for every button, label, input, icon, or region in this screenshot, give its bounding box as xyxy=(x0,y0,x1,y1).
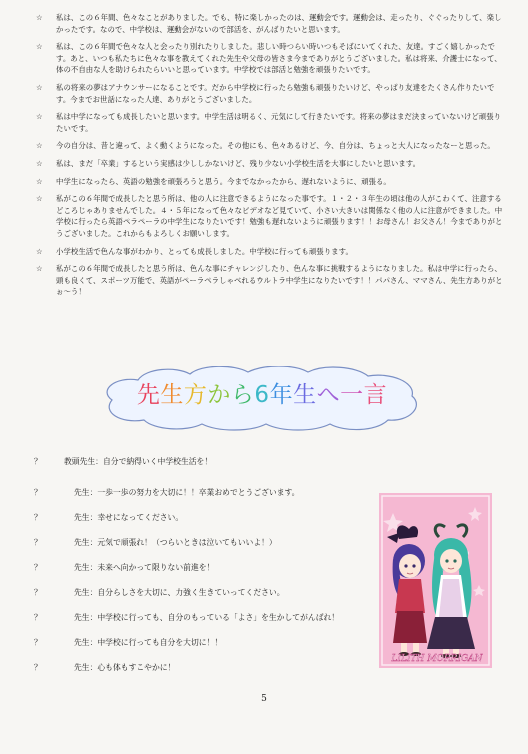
banner-title xyxy=(98,380,426,410)
teacher-message xyxy=(34,562,364,573)
message-text: 先生：元気で頑張れ！（つらいときは泣いてもいいよ！） xyxy=(74,538,277,547)
comment-entry xyxy=(36,246,506,258)
star-icon: ☆ xyxy=(36,158,43,168)
banner-char: ら xyxy=(230,382,255,408)
comment-text: 私は中学になっても成長したいと思います。中学生活は明るく、元気にして行きたいです。将来の夢はまだ決まっていないけど頑張りたいです。 xyxy=(56,112,502,133)
message-text: 先生：心も体もすこやかに！ xyxy=(74,663,176,672)
banner-char: 年 xyxy=(269,382,294,408)
comment-text: 私がこの６年間で成長したと思う所は、色んな事にチャレンジしたり、色んな事に挑戦するようになりました。私は中学に行ったら、頭も良くて、スポーツ万能で、英語がペーラペラしゃべれるウルトラ中学生になりたいです！！パパさん、ママさん、先生方ありがとぉ～う！ xyxy=(56,264,503,297)
banner-char: へ xyxy=(316,382,341,408)
question-mark-icon: ？ xyxy=(34,457,42,466)
comment-text: 私は、まだ「卒業」するという実感は少ししかないけど、残り少ない小学校生活を大事にしたいと思います。 xyxy=(56,158,421,168)
comment-entry xyxy=(36,158,506,170)
banner-char: か xyxy=(207,382,231,408)
comment-entry xyxy=(36,176,506,188)
banner-char: 先 xyxy=(136,382,161,408)
message-text: 先生：幸せになってください。 xyxy=(74,513,184,522)
comment-entry xyxy=(36,12,506,35)
teacher-message xyxy=(34,637,364,648)
question-mark-icon: ？ xyxy=(34,563,42,572)
comment-entry xyxy=(36,263,506,298)
anime-illustration xyxy=(379,493,492,668)
question-mark-icon: ？ xyxy=(34,613,42,622)
message-text: 先生：未来へ向かって限りない前進を！ xyxy=(74,563,215,572)
message-text: 先生：中学校に行っても自分を大切に！！ xyxy=(74,638,223,647)
star-icon: ☆ xyxy=(36,112,43,122)
student-comments xyxy=(36,12,506,304)
comment-entry xyxy=(36,111,506,134)
star-icon: ☆ xyxy=(36,42,43,52)
star-icon: ☆ xyxy=(36,194,43,204)
comment-entry xyxy=(36,140,506,152)
comment-text: 小学校生活で色んな事がわかり、とっても成長しました。中学校に行っても頑張ります。 xyxy=(56,246,353,256)
teacher-message xyxy=(34,537,364,548)
star-icon: ☆ xyxy=(36,264,43,274)
comment-text: 私の将来の夢はアナウンサーになることです。だから中学校に行ったら勉強も頑張りたいけど、やっぱり友達をたくさん作りたいです。今までお世話になった人達、ありがとうございました。 xyxy=(56,82,495,104)
banner-cloud xyxy=(98,366,426,432)
banner-char: 言 xyxy=(363,382,388,408)
star-icon: ☆ xyxy=(36,176,43,186)
star-icon: ☆ xyxy=(36,246,43,256)
illustration-caption: LILITH MORRIGAN xyxy=(391,654,483,664)
teacher-message xyxy=(34,612,364,623)
teacher-message xyxy=(34,456,364,467)
star-icon: ☆ xyxy=(36,82,43,92)
teacher-messages xyxy=(34,456,364,673)
question-mark-icon: ？ xyxy=(34,513,42,522)
comment-text: 私は、この６年間、色々なことがありました。でも、特に楽しかったのは、運動会です。運動会は、走ったり、ぐぐったりして、楽しかったです。なので、中学校は、運動会がないので部活を、がんばりたいと思います。 xyxy=(56,13,502,34)
question-mark-icon: ？ xyxy=(34,663,42,672)
banner-char: 生 xyxy=(160,382,184,408)
teacher-message xyxy=(34,662,364,673)
comment-text: 今の自分は、昔と違って、よく動くようになった。その他にも、色々あるけど、今、自分は、ちょっと大人になったなーと思った。 xyxy=(56,141,495,151)
comment-text: 私は、この６年間で色々な人と会ったり別れたりしました。悲しい時つらい時いつもそばにいてくれた、友達。すごく嬉しかったです。あと、いつも私たちに色々な事を教えてくれた先生や父母の皆さま今までありがとうございました。私は将来、介護士になって、体の不自由な人を助けられたらいいと思っています。中学校では部活と勉強を頑張りたいです。 xyxy=(56,42,502,75)
question-mark-icon: ？ xyxy=(34,488,42,497)
banner-char: 生 xyxy=(293,382,317,408)
banner-char: 一 xyxy=(340,382,364,408)
question-mark-icon: ？ xyxy=(34,638,42,647)
comment-entry xyxy=(36,193,506,239)
message-text: 先生：中学校に行っても、自分のもっている「よさ」を生かしてがんばれ！ xyxy=(74,613,340,622)
message-text: 先生：一歩一歩の努力を大切に！！卒業おめでとうございます。 xyxy=(74,488,300,497)
banner-char: 方 xyxy=(183,382,208,408)
illustration-art xyxy=(379,493,492,668)
comment-text: 私がこの６年間で成長したと思う所は、他の人に注意できるようになった事です。１・２・３年生の頃は他の人がこわくて、注意するどころじゃありませんでした。４・５年になって色々なビデオなど見ていて、小さい大きいは関係なく他の人に注意ができました。中学校に行ったら英語ペラペーラの中学生になりたいです！勉強も遅れないように頑張ります！！お母さん！お父さん！今までありがとうございました。これからもよろしくお願いします。 xyxy=(56,194,503,238)
message-text: 教頭先生：自分で納得いく中学校生活を！ xyxy=(64,457,213,466)
message-text: 先生：自分らしさを大切に、力強く生きていってください。 xyxy=(74,588,285,597)
question-mark-icon: ？ xyxy=(34,538,42,547)
teacher-message xyxy=(34,487,364,498)
comment-entry xyxy=(36,82,506,105)
teacher-message xyxy=(34,512,364,523)
comment-text: 中学生になったら、英語の勉強を頑張ろうと思う。今までなかったから、遅れないように、頑張る。 xyxy=(56,176,391,186)
page-number: 5 xyxy=(261,694,267,704)
question-mark-icon: ？ xyxy=(34,588,42,597)
teacher-message xyxy=(34,587,364,598)
comment-entry xyxy=(36,41,506,76)
star-icon: ☆ xyxy=(36,13,43,22)
star-icon: ☆ xyxy=(36,141,43,151)
banner-char: 6 xyxy=(254,382,270,408)
